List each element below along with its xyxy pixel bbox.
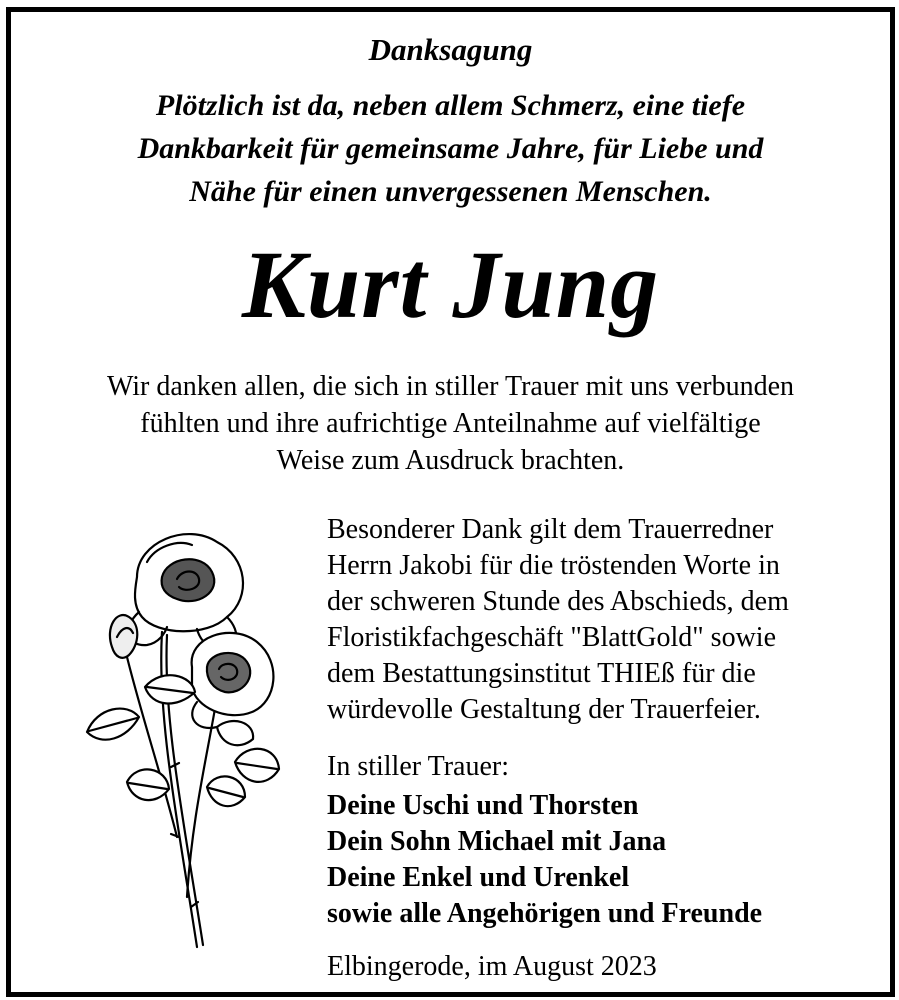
- deceased-name: Kurt Jung: [241, 231, 660, 338]
- thanks-line: fühlten und ihre aufrichtige Anteilnahme auf vielfältige: [140, 408, 761, 439]
- signer-line: Deine Uschi und Thorsten: [327, 790, 639, 821]
- special-thanks-line: dem Bestattungsinstitut THIEß für die: [327, 658, 756, 689]
- special-thanks-line: Herrn Jakobi für die tröstenden Worte in: [327, 550, 780, 581]
- rose-icon: [67, 517, 297, 967]
- intro-text: [11, 84, 890, 213]
- special-thanks-line: Besonderer Dank gilt dem Trauerredner: [327, 514, 774, 545]
- place-date: Elbingerode, im August 2023: [327, 951, 657, 982]
- intro-line: Plötzlich ist da, neben allem Schmerz, eine tiefe: [155, 89, 746, 122]
- thanks-line: Wir danken allen, die sich in stiller Trauer mit uns verbunden: [106, 371, 795, 402]
- obituary-notice: [6, 7, 895, 997]
- signer-line: Deine Enkel und Urenkel: [327, 862, 630, 893]
- notice-heading: Danksagung: [368, 32, 533, 67]
- special-thanks-line: würdevolle Gestaltung der Trauerfeier.: [327, 694, 761, 725]
- signer-line: sowie alle Angehörigen und Freunde: [327, 898, 763, 929]
- special-thanks-text: [327, 512, 887, 728]
- thanks-line: Weise zum Ausdruck brachten.: [276, 445, 625, 476]
- thanks-text: [11, 368, 890, 479]
- special-thanks-line: der schweren Stunde des Abschieds, dem: [327, 586, 789, 617]
- intro-line: Nähe für einen unvergessenen Menschen.: [189, 175, 712, 208]
- special-thanks-line: Floristikfachgeschäft "BlattGold" sowie: [327, 622, 776, 653]
- signers-list: [327, 788, 887, 932]
- mourning-label: In stiller Trauer:: [327, 751, 509, 782]
- signer-line: Dein Sohn Michael mit Jana: [327, 826, 667, 857]
- intro-line: Dankbarkeit für gemeinsame Jahre, für Liebe und: [137, 132, 764, 165]
